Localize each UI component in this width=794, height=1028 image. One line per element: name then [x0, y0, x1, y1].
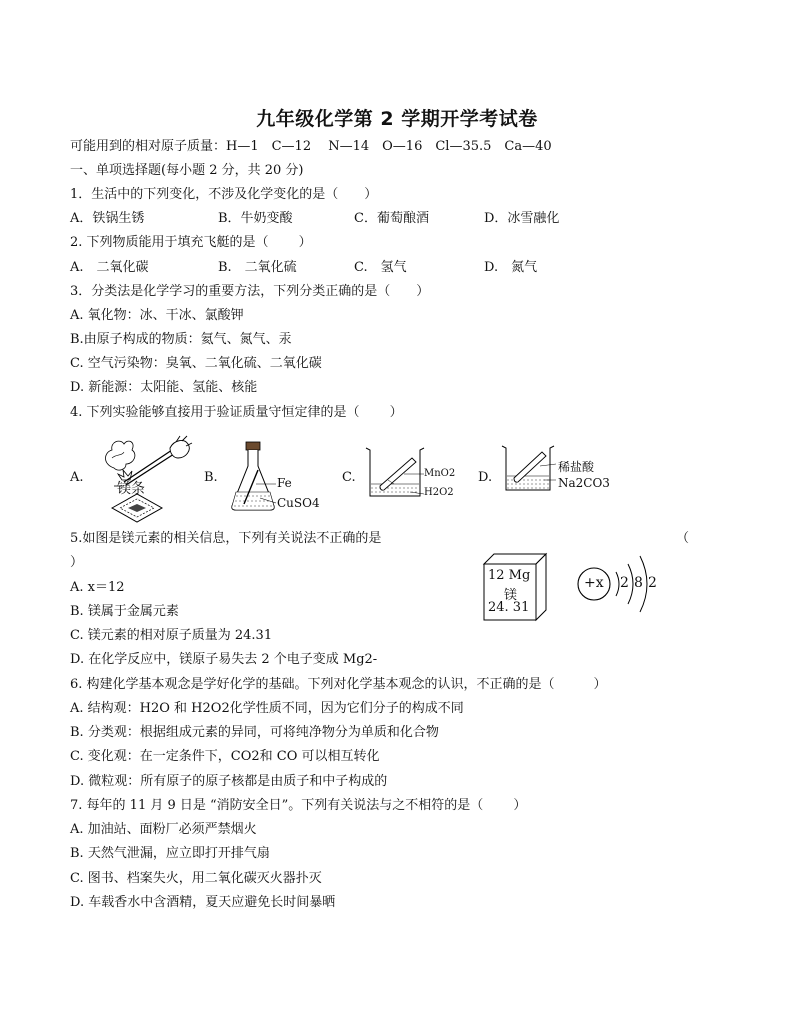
element-name: 镁: [504, 588, 518, 603]
question-4-stem: 4. 下列实验能够直接用于验证质量守恒定律的是（ ）: [70, 405, 403, 420]
q1-option-b: B．牛奶变酸: [218, 211, 293, 226]
q5-option-b: B. 镁属于金属元素: [70, 604, 179, 619]
question-2-stem: 2. 下列物质能用于填充飞艇的是（ ）: [70, 235, 312, 250]
conical-flask-figure: [226, 440, 282, 516]
beaker-mno2-figure: [364, 444, 426, 500]
q7-option-c: C. 图书、档案失火，用二氧化碳灭火器扑灭: [70, 871, 322, 886]
q3-option-b: B.由原子构成的物质：氦气、氮气、汞: [70, 332, 292, 347]
q6-option-c: C. 变化观：在一定条件下，CO2和 CO 可以相互转化: [70, 749, 380, 764]
q3-option-a: A. 氧化物：冰、干冰、氯酸钾: [70, 308, 244, 323]
iron-label: Fe: [277, 476, 292, 490]
question-3-stem: 3．分类法是化学学习的重要方法，下列分类正确的是（ ）: [70, 284, 430, 299]
q1-option-d: D．冰雪融化: [484, 211, 560, 226]
q1-option-a: A．铁锅生锈: [70, 211, 145, 226]
q6-option-d: D. 微粒观：所有原子的原子核都是由质子和中子构成的: [70, 774, 388, 789]
q2-option-d: D. 氮气: [484, 260, 538, 275]
copper-sulfate-label: CuSO4: [277, 496, 320, 510]
element-number-symbol: 12 Mg: [488, 568, 531, 583]
element-mass: 24. 31: [488, 600, 530, 615]
shell-2-electrons: 8: [634, 575, 643, 591]
shell-3-electrons: 2: [648, 575, 657, 591]
q5-option-a: A. x＝12: [70, 580, 125, 595]
question-1-stem: 1．生活中的下列变化，不涉及化学变化的是（ ）: [70, 187, 378, 202]
shell-1-electrons: 2: [620, 575, 629, 591]
q4-option-d-letter: D.: [478, 470, 493, 485]
question-5-stem: 5.如图是镁元素的相关信息，下列有关说法不正确的是: [70, 531, 382, 546]
q6-option-b: B. 分类观：根据组成元素的异同，可将纯净物分为单质和化合物: [70, 725, 439, 740]
q2-option-a: A. 二氧化碳: [70, 260, 149, 275]
q4-option-c-letter: C.: [342, 470, 356, 485]
q3-option-c: C. 空气污染物：臭氧、二氧化硫、二氧化碳: [70, 356, 322, 371]
hydrogen-peroxide-label: H2O2: [424, 487, 454, 498]
question-7-stem: 7. 每年的 11 月 9 日是 “消防安全日”。下列有关说法与之不相符的是（ ）: [70, 798, 527, 813]
q7-option-b: B. 天然气泄漏，应立即打开排气扇: [70, 846, 270, 861]
q4-option-a-letter: A.: [70, 470, 84, 485]
q5-option-c: C. 镁元素的相对原子质量为 24.31: [70, 628, 273, 643]
manganese-dioxide-label: MnO2: [424, 468, 456, 479]
q4-option-b-letter: B.: [204, 470, 218, 485]
q7-option-d: D. 车载香水中含酒精，夏天应避免长时间暴晒: [70, 895, 336, 910]
magnesium-strip-label: 镁条: [117, 481, 145, 497]
q5-option-d: D. 在化学反应中，镁原子易失去 2 个电子变成 Mg2-: [70, 652, 378, 667]
q1-option-c: C．葡萄酿酒: [354, 211, 429, 226]
q6-option-a: A. 结构观：H2O 和 H2O2化学性质不同，因为它们分子的构成不同: [70, 701, 464, 716]
beaker-hcl-figure: [500, 442, 556, 494]
burning-magnesium-figure: [92, 428, 202, 526]
nucleus-charge: +x: [584, 575, 604, 591]
sodium-carbonate-label: Na2CO3: [558, 476, 610, 490]
dilute-hcl-label: 稀盐酸: [558, 460, 595, 474]
q5-paren-close: ）: [70, 555, 84, 570]
atomic-mass-line: 可能用到的相对原子质量：H—1 C—12 N—14 O—16 Cl—35.5 Ca—40: [70, 139, 552, 154]
q3-option-d: D. 新能源：太阳能、氢能、核能: [70, 380, 258, 395]
q7-option-a: A. 加油站、面粉厂必须严禁烟火: [70, 822, 257, 837]
question-6-stem: 6. 构建化学基本观念是学好化学的基础。下列对化学基本观念的认识，不正确的是（ ）: [70, 677, 607, 692]
section-heading: 一、单项选择题(每小题 2 分，共 20 分): [70, 163, 304, 178]
q2-option-c: C. 氢气: [354, 260, 407, 275]
page-title: 九年级化学第 2 学期开学考试卷: [256, 108, 538, 130]
q5-paren-open: （: [676, 531, 690, 546]
q2-option-b: B. 二氧化硫: [218, 260, 297, 275]
